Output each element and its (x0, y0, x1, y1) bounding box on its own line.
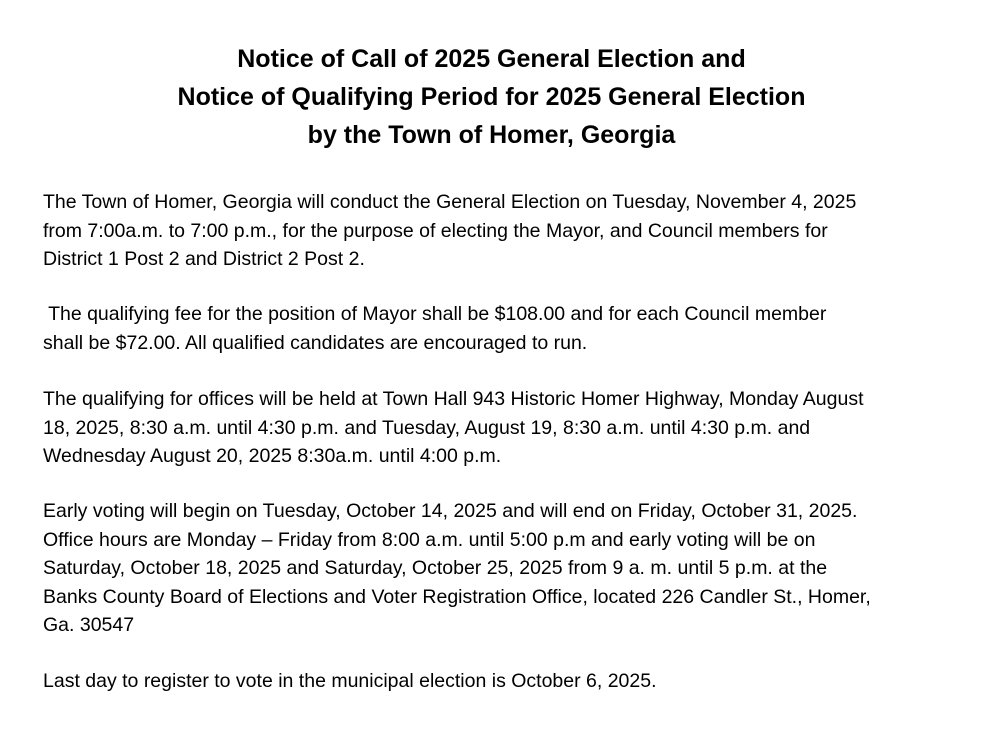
paragraph-line: shall be $72.00. All qualified candidates are encouraged to run. (43, 331, 588, 354)
paragraph-line: Banks County Board of Elections and Voter Registration Office, located 226 Candler St., Homer, (43, 585, 871, 608)
paragraph-line: Last day to register to vote in the municipal election is October 6, 2025. (43, 670, 657, 692)
title-line-3: by the Town of Homer, Georgia (307, 121, 676, 149)
paragraph-line: Wednesday August 20, 2025 8:30a.m. until 4:00 p.m. (43, 445, 502, 467)
paragraph-line: The qualifying for offices will be held at Town Hall 943 Historic Homer Highway, Monday August (43, 388, 864, 410)
paragraph-line: The qualifying fee for the position of Mayor shall be $108.00 and for each Council member (43, 303, 827, 325)
paragraph-line: Early voting will begin on Tuesday, October 14, 2025 and will end on Friday, October 31, 2025. (43, 500, 858, 522)
paragraph-registration-deadline (43, 667, 948, 696)
paragraph-line: 18, 2025, 8:30 a.m. until 4:30 p.m. and Tuesday, August 19, 8:30 a.m. until 4:30 p.m. and (43, 416, 811, 439)
paragraph-line: The Town of Homer, Georgia will conduct the General Election on Tuesday, November 4, 2025 (43, 191, 857, 213)
title-line-2: Notice of Qualifying Period for 2025 General Election (177, 83, 806, 111)
paragraph-early-voting (43, 497, 948, 640)
paragraph-line: from 7:00a.m. to 7:00 p.m., for the purpose of electing the Mayor, and Council members for (43, 219, 828, 242)
paragraph-qualifying-fee (43, 300, 948, 357)
title-line-1: Notice of Call of 2025 General Election and (237, 45, 746, 73)
paragraph-line: Saturday, October 18, 2025 and Saturday, October 25, 2025 from 9 a. m. until 5 p.m. at the (43, 557, 828, 579)
paragraph-line: Ga. 30547 (43, 614, 135, 636)
notice-title (0, 40, 983, 154)
paragraph-line: Office hours are Monday – Friday from 8:00 a.m. until 5:00 p.m and early voting will be on (43, 528, 816, 551)
paragraph-qualifying-location (43, 385, 948, 471)
paragraph-election-date (43, 188, 948, 274)
paragraph-line: District 1 Post 2 and District 2 Post 2. (43, 248, 365, 270)
